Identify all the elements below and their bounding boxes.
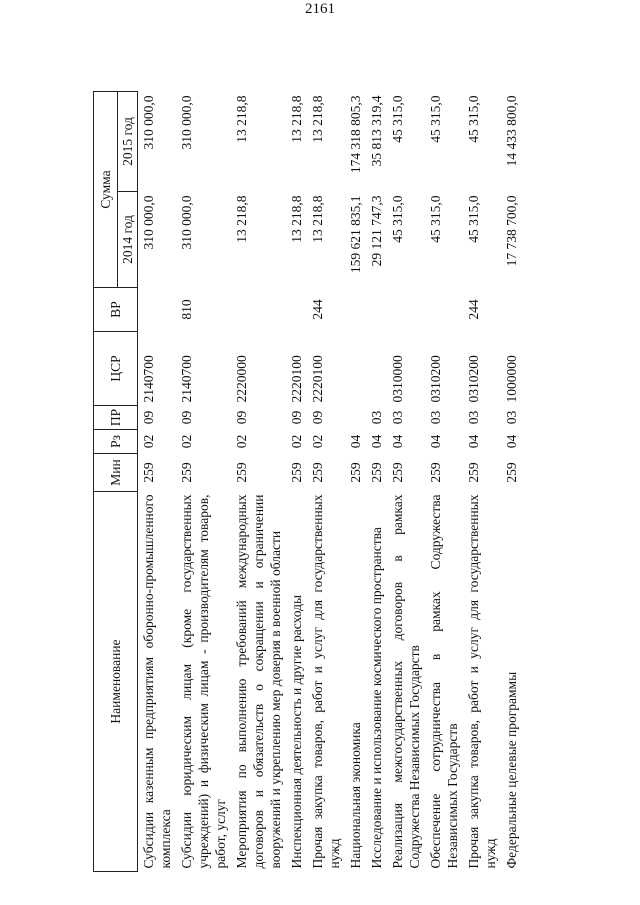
table-cell-2015: 14 433 800,0 [504, 95, 519, 167]
table-row [387, 91, 425, 871]
table-cell-rz: 04 [466, 434, 481, 449]
table-cell-vr [425, 288, 463, 332]
table-cell-pr: 03 [466, 410, 481, 425]
table-cell-vr [366, 288, 387, 332]
table-cell-min: 259 [289, 462, 304, 483]
table-cell-name: Национальная экономика [348, 722, 363, 869]
table-row [231, 91, 286, 871]
table-cell-vr: 810 [179, 299, 194, 320]
table-cell-name: Обеспечение сотрудничества в рамках Содружества Независимых Государств [428, 494, 460, 869]
table-cell-2015: 45 315,0 [428, 95, 443, 143]
table-cell-csr: 2220000 [234, 355, 249, 403]
table-row [425, 91, 463, 871]
table-row [286, 91, 307, 871]
table-cell-2015: 310 000,0 [179, 95, 194, 150]
table-cell-2014: 29 121 747,3 [369, 195, 384, 267]
table-cell-2015: 13 218,8 [289, 95, 304, 143]
table-cell-pr: 03 [428, 410, 443, 425]
table-cell-2015: 13 218,8 [310, 95, 325, 143]
table-cell-name: Прочая закупка товаров, работ и услуг для государственных нужд [466, 494, 498, 869]
table-cell-2015: 310 000,0 [141, 95, 156, 150]
table-cell-rz: 02 [179, 434, 194, 449]
table-row [366, 91, 387, 871]
table-cell-min: 259 [466, 462, 481, 483]
table-cell-name: Мероприятия по выполнению требований международных договоров и обязательств о сокращении и ограничении вооружений и укреплению мер доверия в военной области [234, 494, 283, 869]
table-cell-vr [138, 288, 177, 332]
table-cell-vr [345, 288, 366, 332]
table-cell-csr: 2140700 [141, 355, 156, 403]
table-cell-rz: 04 [348, 434, 363, 449]
table-row [345, 91, 366, 871]
header-sum: Сумма [94, 91, 118, 287]
table-cell-min: 259 [234, 462, 249, 483]
table-cell-pr: 03 [390, 410, 405, 425]
table-cell-rz: 02 [141, 434, 156, 449]
table-cell-vr: 244 [310, 299, 325, 320]
table-cell-rz: 04 [390, 434, 405, 449]
table-cell-csr: 2220100 [310, 355, 325, 403]
table-cell-pr: 03 [504, 410, 519, 425]
table-cell-2014: 13 218,8 [289, 195, 304, 243]
header-min: Мин [94, 454, 138, 492]
table-cell-rz: 02 [289, 434, 304, 449]
table-cell-2014: 13 218,8 [234, 195, 249, 243]
table-cell-min: 259 [504, 462, 519, 483]
table-cell-name: Прочая закупка товаров, работ и услуг для государственных нужд [310, 494, 342, 869]
table-cell-rz: 04 [369, 434, 384, 449]
table-cell-2014: 45 315,0 [428, 195, 443, 243]
table-cell-name: Исследование и использование космического пространства [369, 527, 384, 869]
table-cell-rz: 02 [310, 434, 325, 449]
table-cell-pr: 09 [234, 410, 249, 425]
table-cell-2015: 45 315,0 [390, 95, 405, 143]
table-cell-pr: 09 [289, 410, 304, 425]
table-cell-2015: 45 315,0 [466, 95, 481, 143]
table-cell-2015: 174 318 805,3 [348, 95, 363, 174]
budget-table [93, 91, 522, 872]
table-cell-csr: 0310200 [466, 355, 481, 403]
table-cell-min: 259 [179, 462, 194, 483]
table-row [307, 91, 345, 871]
header-2015: 2015 год [118, 91, 138, 191]
table-row [463, 91, 501, 871]
table-cell-pr [345, 406, 366, 430]
table-cell-2015: 35 813 319,4 [369, 95, 384, 167]
table-cell-csr: 1000000 [504, 355, 519, 403]
table-cell-rz: 04 [504, 434, 519, 449]
header-csr: ЦСР [94, 332, 138, 406]
table-cell-csr: 0310000 [390, 355, 405, 403]
table-row [501, 91, 522, 871]
table-cell-2014: 17 738 700,0 [504, 195, 519, 267]
table-cell-name: Реализация межгосударственных договоров в рамках Содружества Независимых Государств [390, 494, 422, 869]
table-cell-name: Субсидии казенным предприятиям оборонно-промышленного комплекса [141, 494, 173, 869]
table-cell-2014: 310 000,0 [141, 195, 156, 250]
table-cell-min: 259 [428, 462, 443, 483]
table-cell-2015: 13 218,8 [234, 95, 249, 143]
table-cell-2014: 45 315,0 [466, 195, 481, 243]
header-rz: Рз [94, 430, 138, 454]
table-row [138, 91, 177, 871]
table-cell-min: 259 [141, 462, 156, 483]
table-cell-2014: 159 621 835,1 [348, 195, 363, 274]
table-cell-pr: 09 [179, 410, 194, 425]
table-cell-2014: 310 000,0 [179, 195, 194, 250]
table-cell-csr [345, 332, 366, 406]
table-cell-vr: 244 [466, 299, 481, 320]
table-cell-pr: 03 [369, 410, 384, 425]
table-cell-name: Инспекционная деятельность и другие расходы [289, 594, 304, 869]
table-row [176, 91, 231, 871]
header-2014: 2014 год [118, 192, 138, 288]
table-cell-pr: 09 [141, 410, 156, 425]
table-cell-rz: 04 [428, 434, 443, 449]
header-vr: ВР [94, 288, 138, 332]
table-cell-pr: 09 [310, 410, 325, 425]
table-cell-csr: 2220100 [289, 355, 304, 403]
table-cell-csr: 2140700 [179, 355, 194, 403]
table-cell-vr [286, 288, 307, 332]
table-cell-csr [366, 332, 387, 406]
table-cell-2014: 13 218,8 [310, 195, 325, 243]
table-cell-csr: 0310200 [428, 355, 443, 403]
table-cell-min: 259 [369, 462, 384, 483]
header-pr: ПР [94, 406, 138, 430]
table-cell-rz: 02 [234, 434, 249, 449]
table-cell-min: 259 [348, 462, 363, 483]
budget-table-rotated [93, 92, 567, 872]
table-cell-2014: 45 315,0 [390, 195, 405, 243]
table-cell-min: 259 [310, 462, 325, 483]
table-cell-name: Федеральные целевые программы [504, 671, 519, 869]
header-name: Наименование [94, 492, 138, 872]
table-cell-min: 259 [390, 462, 405, 483]
table-cell-name: Субсидии юридическим лицам (кроме государственных учреждений) и физическим лицам - производителям товаров, работ, услуг [179, 494, 228, 869]
table-cell-vr [387, 288, 425, 332]
table-cell-vr [501, 288, 522, 332]
page-number: 2161 [305, 1, 335, 17]
table-cell-vr [231, 288, 286, 332]
